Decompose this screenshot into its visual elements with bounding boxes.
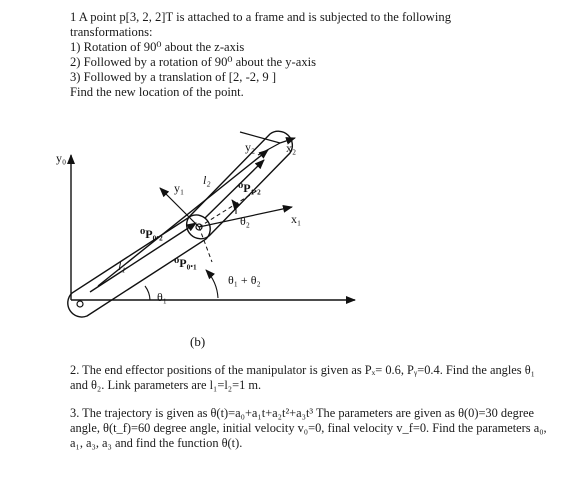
label-theta2: θ₂ (240, 214, 250, 228)
label-y2: y₂ (245, 140, 256, 154)
question-2-line: and θ₂. Link parameters are l₁=l₂=1 m. (70, 378, 262, 392)
label-theta1: θ₁ (157, 290, 167, 304)
label-x2: x₂ (286, 141, 297, 155)
question-1-line: 1) Rotation of 90⁰ about the z-axis (70, 40, 245, 54)
figure-caption: (b) (190, 334, 206, 349)
label-y1: y₁ (174, 181, 185, 195)
question-1-line: 1 A point p[3, 2, 2]T is attached to a frame and is subjected to the following (70, 10, 451, 24)
question-3-line: angle, θ(t_f)=60 degree angle, initial velocity v₀=0, final velocity v_f=0. Find the parameters a₀, (70, 421, 547, 435)
question-2 (70, 363, 560, 393)
theta-sum-arc (206, 270, 218, 298)
label-p12: ⁰P₁.₂ (238, 181, 261, 195)
question-1-line: 3) Followed by a translation of [2, -2, 9 ] (70, 70, 277, 84)
label-theta-sum: θ₁ + θ₂ (228, 273, 261, 287)
label-p01: ⁰P₀.₁ (174, 256, 197, 270)
question-2-line: 2. The end effector positions of the manipulator is given as Pₓ= 0.6, Pᵧ=0.4. Find the angles θ₁ (70, 363, 535, 377)
question-3 (70, 406, 560, 451)
label-p02: ⁰P₀.₂ (140, 227, 163, 241)
label-y0: y₀ (56, 151, 67, 165)
y2-axis-ext (258, 143, 280, 155)
label-x1: x₁ (291, 212, 302, 226)
label-l2: l₂ (203, 173, 211, 187)
question-3-line: a₁, a₃, a₃ and find the function θ(t). (70, 436, 243, 450)
question-1-line: transformations: (70, 25, 153, 39)
label-l1: l₁ (118, 259, 126, 273)
theta1-arc (145, 286, 150, 300)
question-3-line: 3. The trajectory is given as θ(t)=a₀+a₁t+a₂t²+a₃t³ The parameters are given as θ(0)=30 degree (70, 406, 534, 420)
question-1-line: Find the new location of the point. (70, 85, 244, 99)
question-1-line: 2) Followed by a rotation of 90⁰ about the y-axis (70, 55, 317, 69)
